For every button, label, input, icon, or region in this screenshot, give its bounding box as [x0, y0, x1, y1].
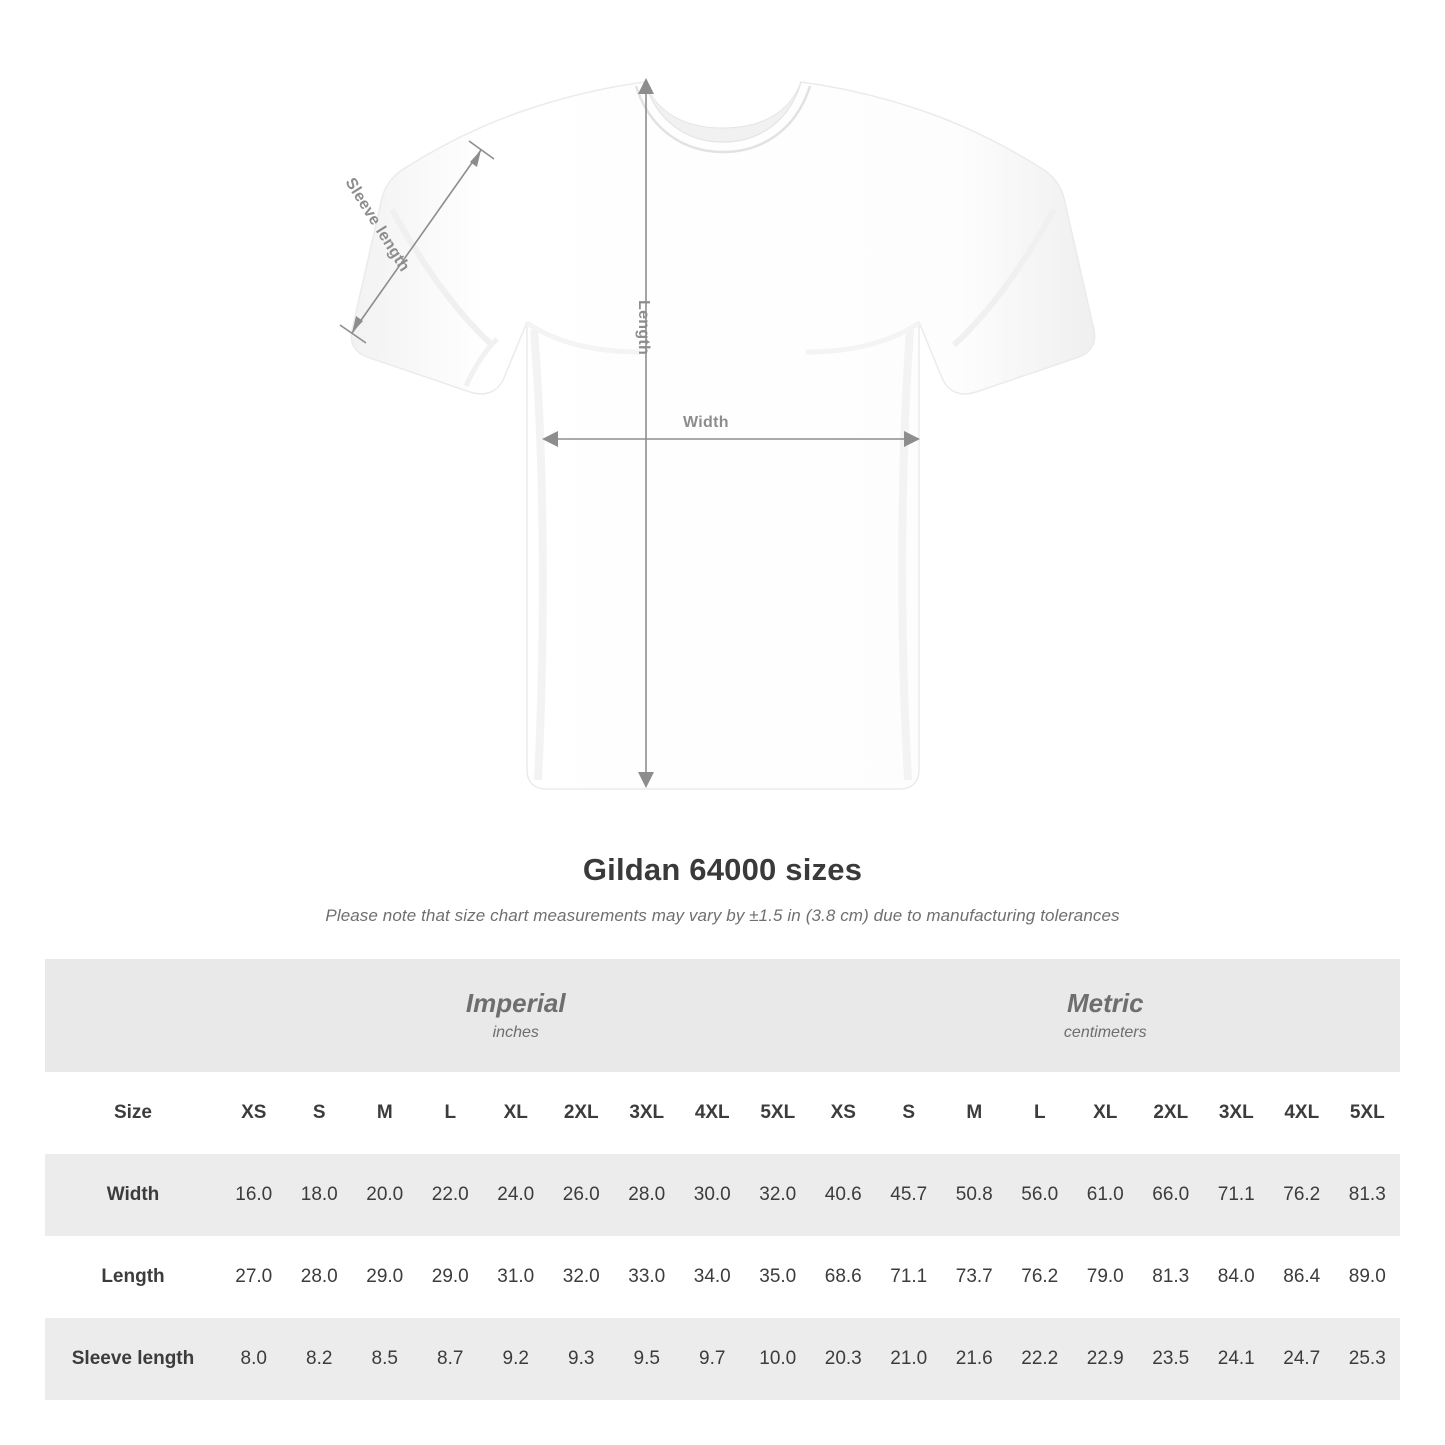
imperial-title: Imperial — [465, 987, 566, 1018]
cell-width-imperial-m: 20.0 — [352, 1154, 418, 1236]
cell-sleeve-imperial-3xl: 9.5 — [614, 1318, 680, 1400]
cell-length-metric-5xl: 89.0 — [1335, 1236, 1401, 1318]
cell-sleeve-imperial-4xl: 9.7 — [680, 1318, 746, 1400]
cell-width-metric-l: 56.0 — [1007, 1154, 1073, 1236]
cell-length-metric-2xl: 81.3 — [1138, 1236, 1204, 1318]
column-header-imperial-xs: XS — [221, 1072, 287, 1154]
metric-title: Metric — [1066, 987, 1144, 1018]
cell-sleeve-metric-3xl: 24.1 — [1204, 1318, 1270, 1400]
cell-width-imperial-4xl: 30.0 — [680, 1154, 746, 1236]
cell-length-imperial-xs: 27.0 — [221, 1236, 287, 1318]
cell-width-imperial-2xl: 26.0 — [549, 1154, 615, 1236]
cell-length-imperial-2xl: 32.0 — [549, 1236, 615, 1318]
cell-length-metric-m: 73.7 — [942, 1236, 1008, 1318]
row-label-length: Length — [45, 1236, 221, 1318]
length-label: Length — [635, 300, 652, 356]
cell-sleeve-metric-5xl: 25.3 — [1335, 1318, 1401, 1400]
column-header-imperial-3xl: 3XL — [614, 1072, 680, 1154]
cell-length-imperial-4xl: 34.0 — [680, 1236, 746, 1318]
column-header-metric-m: M — [942, 1072, 1008, 1154]
column-header-metric-xl: XL — [1073, 1072, 1139, 1154]
cell-sleeve-metric-m: 21.6 — [942, 1318, 1008, 1400]
table-row — [45, 1236, 1400, 1318]
cell-length-metric-3xl: 84.0 — [1204, 1236, 1270, 1318]
cell-length-imperial-5xl: 35.0 — [745, 1236, 811, 1318]
column-header-imperial-l: L — [418, 1072, 484, 1154]
column-header-imperial-2xl: 2XL — [549, 1072, 615, 1154]
column-header-metric-4xl: 4XL — [1269, 1072, 1335, 1154]
row-label-sleeve-length: Sleeve length — [45, 1318, 221, 1400]
cell-length-metric-s: 71.1 — [876, 1236, 942, 1318]
cell-length-metric-xl: 79.0 — [1073, 1236, 1139, 1318]
cell-sleeve-imperial-l: 8.7 — [418, 1318, 484, 1400]
size-chart-table — [45, 959, 1400, 1400]
unit-header-imperial — [221, 959, 811, 1072]
column-header-imperial-m: M — [352, 1072, 418, 1154]
cell-width-metric-xs: 40.6 — [811, 1154, 877, 1236]
column-header-imperial-5xl: 5XL — [745, 1072, 811, 1154]
cell-width-imperial-3xl: 28.0 — [614, 1154, 680, 1236]
tshirt-shape — [351, 82, 1094, 789]
column-header-imperial-4xl: 4XL — [680, 1072, 746, 1154]
cell-width-metric-3xl: 71.1 — [1204, 1154, 1270, 1236]
cell-sleeve-imperial-xs: 8.0 — [221, 1318, 287, 1400]
cell-length-metric-xs: 68.6 — [811, 1236, 877, 1318]
cell-length-metric-4xl: 86.4 — [1269, 1236, 1335, 1318]
cell-sleeve-imperial-2xl: 9.3 — [549, 1318, 615, 1400]
unit-header-metric — [811, 959, 1401, 1072]
cell-sleeve-imperial-m: 8.5 — [352, 1318, 418, 1400]
cell-width-imperial-l: 22.0 — [418, 1154, 484, 1236]
column-header-metric-2xl: 2XL — [1138, 1072, 1204, 1154]
cell-width-metric-2xl: 66.0 — [1138, 1154, 1204, 1236]
cell-length-imperial-m: 29.0 — [352, 1236, 418, 1318]
sleeve-length-label: Sleeve length — [341, 175, 413, 275]
column-header-metric-3xl: 3XL — [1204, 1072, 1270, 1154]
cell-width-imperial-xl: 24.0 — [483, 1154, 549, 1236]
column-header-imperial-s: S — [287, 1072, 353, 1154]
cell-width-metric-5xl: 81.3 — [1335, 1154, 1401, 1236]
cell-width-imperial-xs: 16.0 — [221, 1154, 287, 1236]
row-label-width: Width — [45, 1154, 221, 1236]
page-title: Gildan 64000 sizes — [582, 852, 863, 887]
cell-sleeve-metric-2xl: 23.5 — [1138, 1318, 1204, 1400]
width-label: Width — [683, 414, 729, 431]
cell-sleeve-imperial-5xl: 10.0 — [745, 1318, 811, 1400]
cell-sleeve-imperial-xl: 9.2 — [483, 1318, 549, 1400]
cell-sleeve-metric-xl: 22.9 — [1073, 1318, 1139, 1400]
column-header-metric-l: L — [1007, 1072, 1073, 1154]
unit-header-spacer — [45, 959, 221, 1072]
size-header-row — [45, 1072, 1400, 1154]
cell-sleeve-metric-xs: 20.3 — [811, 1318, 877, 1400]
cell-width-metric-m: 50.8 — [942, 1154, 1008, 1236]
column-header-metric-5xl: 5XL — [1335, 1072, 1401, 1154]
cell-width-imperial-5xl: 32.0 — [745, 1154, 811, 1236]
cell-sleeve-metric-4xl: 24.7 — [1269, 1318, 1335, 1400]
column-header-metric-s: S — [876, 1072, 942, 1154]
imperial-subtitle: inches — [492, 1024, 539, 1042]
cell-width-metric-xl: 61.0 — [1073, 1154, 1139, 1236]
table-row — [45, 1154, 1400, 1236]
metric-subtitle: centimeters — [1063, 1024, 1147, 1042]
unit-header-row — [45, 959, 1400, 1072]
cell-length-metric-l: 76.2 — [1007, 1236, 1073, 1318]
cell-sleeve-metric-s: 21.0 — [876, 1318, 942, 1400]
cell-length-imperial-s: 28.0 — [287, 1236, 353, 1318]
column-header-imperial-xl: XL — [483, 1072, 549, 1154]
cell-width-metric-s: 45.7 — [876, 1154, 942, 1236]
column-header-metric-xs: XS — [811, 1072, 877, 1154]
cell-length-imperial-3xl: 33.0 — [614, 1236, 680, 1318]
cell-sleeve-imperial-s: 8.2 — [287, 1318, 353, 1400]
cell-length-imperial-xl: 31.0 — [483, 1236, 549, 1318]
tolerance-note: Please note that size chart measurements may vary by ±1.5 in (3.8 cm) due to manufacturing tolerances — [325, 906, 1120, 925]
cell-width-metric-4xl: 76.2 — [1269, 1154, 1335, 1236]
cell-length-imperial-l: 29.0 — [418, 1236, 484, 1318]
table-row — [45, 1318, 1400, 1400]
column-header-size: Size — [45, 1072, 221, 1154]
size-chart-table-wrap — [45, 959, 1400, 1400]
cell-sleeve-metric-l: 22.2 — [1007, 1318, 1073, 1400]
cell-width-imperial-s: 18.0 — [287, 1154, 353, 1236]
